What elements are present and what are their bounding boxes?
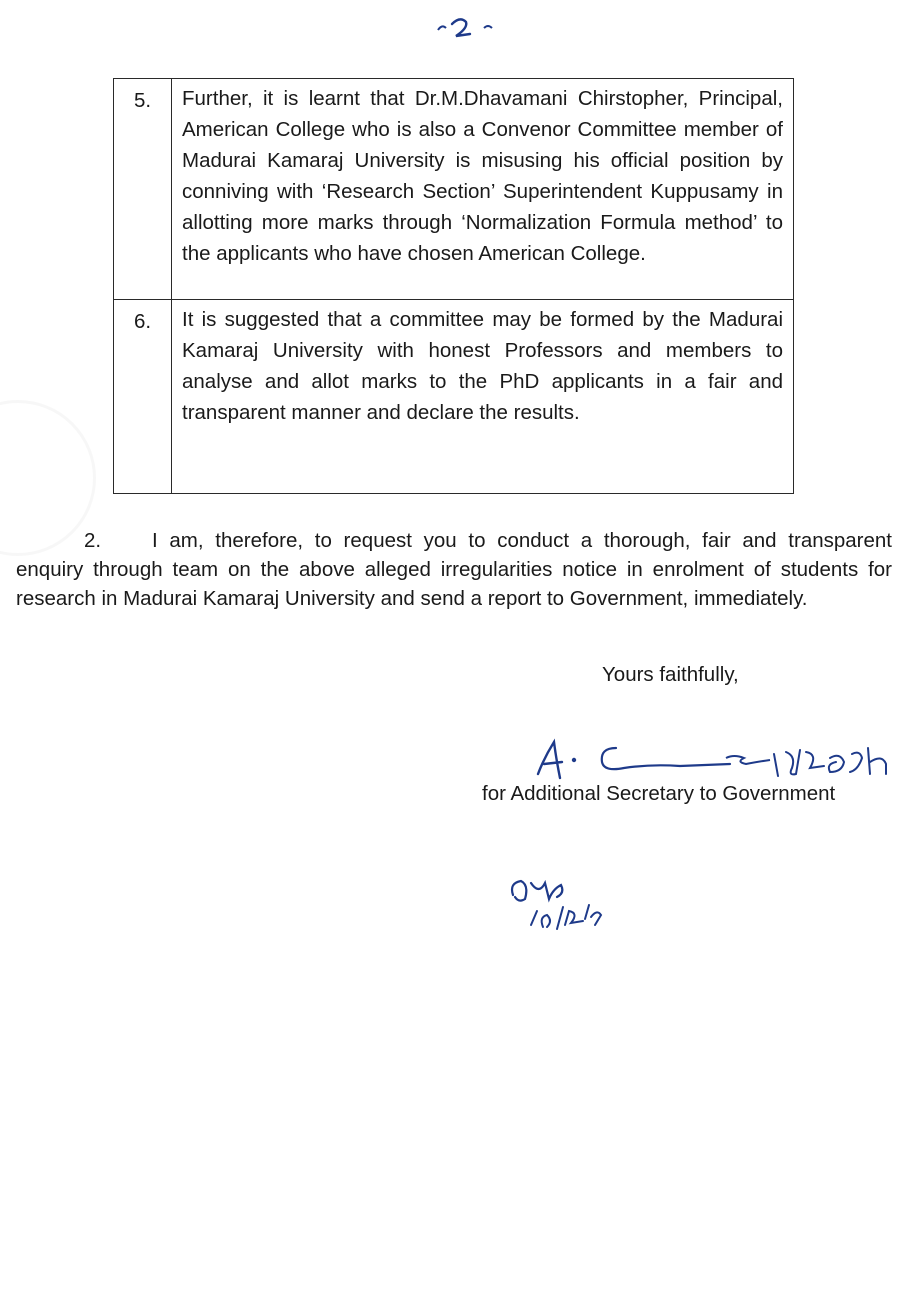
table-row [114,79,794,300]
item-number: 6. [114,300,172,494]
item-number: 5. [114,79,172,300]
signatory-designation: for Additional Secretary to Government [482,782,836,805]
closing-salutation: Yours faithfully, [602,663,739,686]
table-row [114,300,794,494]
request-paragraph [16,526,892,613]
item-text: Further, it is learnt that Dr.M.Dhavamani Chirstopher, Principal, American College who is also a Convenor Committee member of Madurai Kamaraj University is misusing his official position by conniving with ‘Research Section’ Superintendent Kuppusamy in allotting more marks through ‘Normalization Formula method’ to the applicants who have chosen American College. [172,79,794,300]
paragraph-text: I am, therefore, to request you to conduct a thorough, fair and transparent enquiry through team on the above alleged irregularities notice in enrolment of students for research in Madurai Kamaraj University and send a report to Government, immediately. [16,529,892,610]
paragraph-number: 2. [84,529,102,552]
handwritten-page-number [432,10,502,40]
handwritten-initials [505,855,615,945]
item-text: It is suggested that a committee may be formed by the Madurai Kamaraj University with honest Professors and members to analyse and allot marks to the PhD applicants in a fair and transparent manner and declare the results. [172,300,794,494]
items-table [113,78,794,494]
